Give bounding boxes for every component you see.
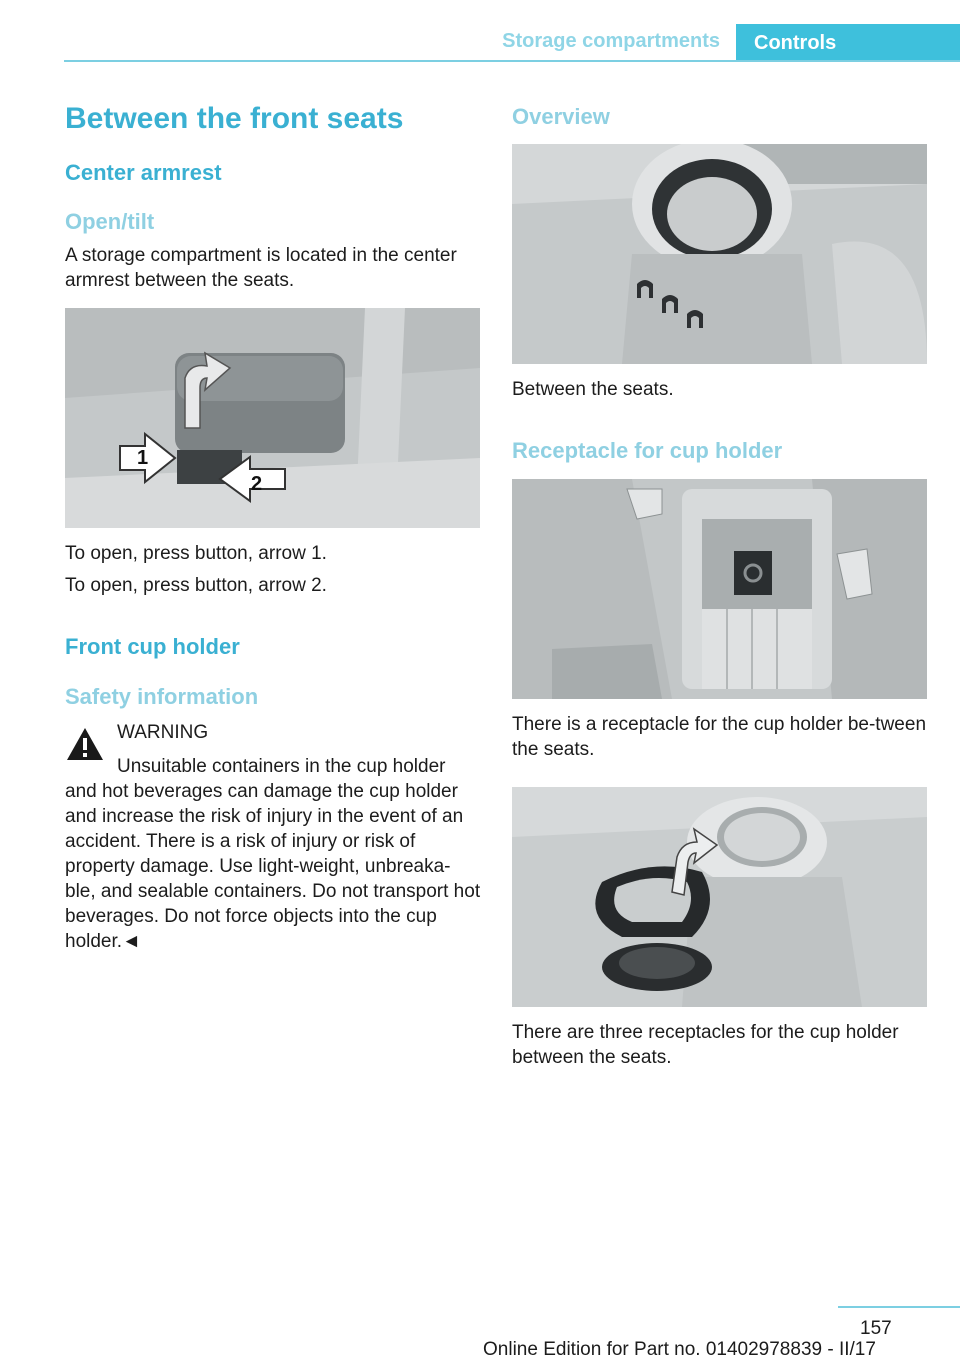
receptacle-text: There is a receptacle for the cup holder be-tween the seats. [512, 714, 927, 760]
receptacle-heading: Receptacle for cup holder [512, 438, 783, 463]
open-tilt-heading: Open/tilt [65, 209, 155, 234]
caption-arrow-1: To open, press button, arrow 1. [65, 543, 327, 564]
safety-heading: Safety information [65, 684, 259, 709]
warning-text: Unsuitable containers in the cup holder and hot beverages can damage the cup holder and increase the risk of injury in the event of an accident. There is a risk of injury or risk of property damage. Use light-weight, unbreaka-ble, and sealable containers. Do not transport hot beverages. Do not force objects into the cup holder.◄ [65, 756, 481, 952]
receptacle-figure [512, 479, 927, 699]
open-tilt-text: A storage compartment is located in the center armrest between the seats. [65, 245, 457, 291]
header-section-title: Storage compartments [502, 30, 720, 52]
overview-heading: Overview [512, 104, 610, 129]
header-rule [64, 60, 960, 62]
overview-figure [512, 144, 927, 364]
caption-arrow-2: To open, press button, arrow 2. [65, 575, 327, 596]
cup-holder-heading: Front cup holder [65, 634, 240, 659]
overview-caption: Between the seats. [512, 379, 674, 400]
callout-2: 2 [251, 473, 263, 495]
edition-footer: Online Edition for Part no. 01402978839 - II/17 [483, 1339, 876, 1360]
warning-label: WARNING [117, 722, 209, 743]
armrest-heading: Center armrest [65, 160, 222, 185]
page-number: 157 [860, 1318, 892, 1339]
callout-1: 1 [137, 447, 149, 469]
armrest-figure [65, 308, 480, 528]
header-chapter-tab: Controls [736, 24, 960, 62]
three-receptacles-text: There are three receptacles for the cup holder between the seats. [512, 1022, 899, 1068]
cup-holder-insert-figure [512, 787, 927, 1007]
section-title: Between the front seats [65, 102, 404, 135]
footer-rule [838, 1306, 960, 1308]
